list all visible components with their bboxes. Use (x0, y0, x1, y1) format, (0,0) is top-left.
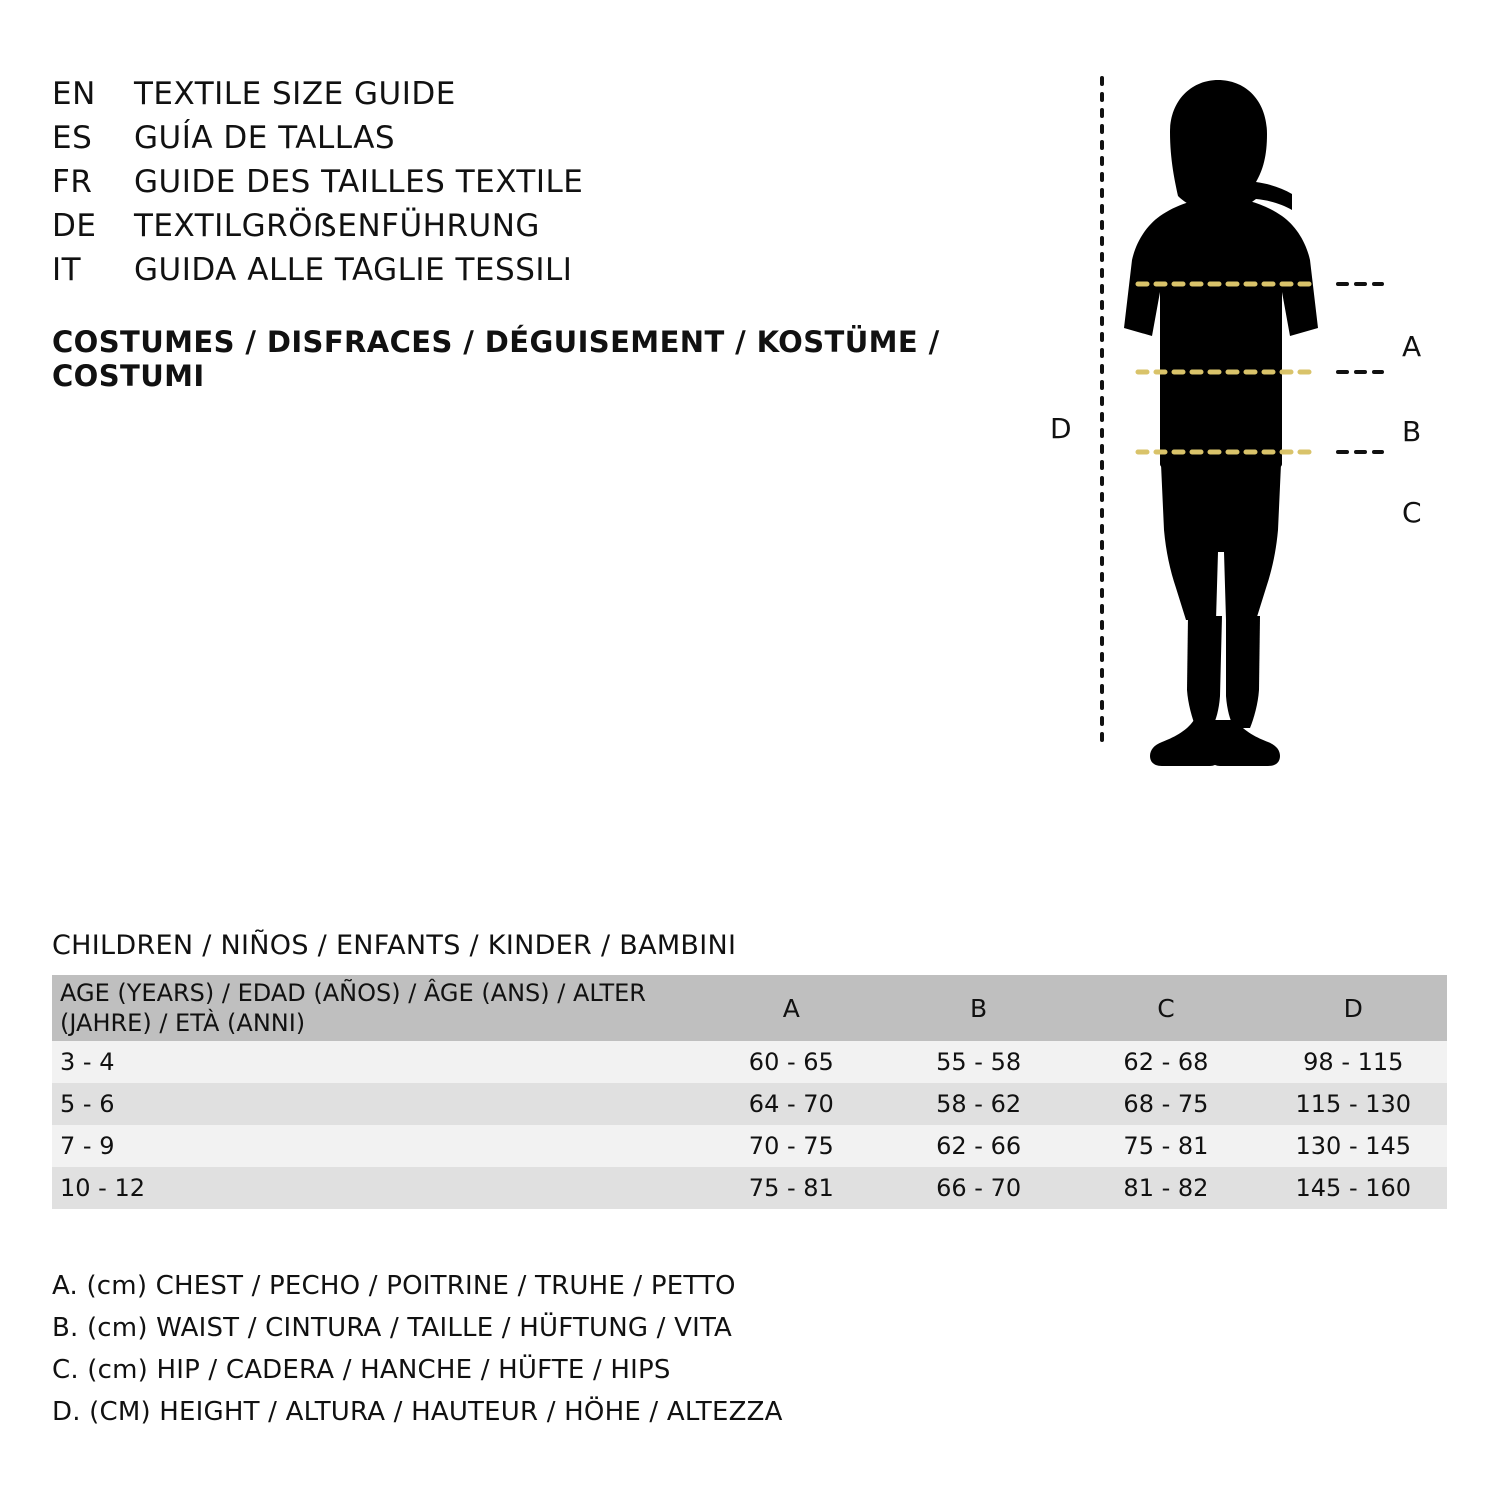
language-row-fr (52, 160, 1052, 204)
cell-hip: 62 - 68 (1072, 1041, 1259, 1083)
marker-label-a: A (1402, 330, 1422, 363)
language-code: IT (52, 252, 82, 288)
table-row (52, 1041, 1447, 1083)
language-title: GUIDE DES TAILLES TEXTILE (134, 164, 584, 200)
legend-item-a: A. (cm) CHEST / PECHO / POITRINE / TRUHE / PETTO (52, 1271, 736, 1301)
language-row-es (52, 116, 1052, 160)
size-table-section (52, 930, 1452, 1209)
cell-age: 10 - 12 (52, 1167, 698, 1209)
cell-age: 3 - 4 (52, 1041, 698, 1083)
body-measurement-diagram (1020, 60, 1480, 780)
cell-waist: 66 - 70 (885, 1167, 1072, 1209)
table-row (52, 1083, 1447, 1125)
cell-age: 7 - 9 (52, 1125, 698, 1167)
legend-item-c: C. (cm) HIP / CADERA / HANCHE / HÜFTE / HIPS (52, 1355, 671, 1385)
marker-label-b: B (1402, 415, 1422, 448)
cell-age: 5 - 6 (52, 1083, 698, 1125)
language-code: FR (52, 164, 93, 200)
language-row-it (52, 248, 1052, 292)
cell-height: 145 - 160 (1260, 1167, 1447, 1209)
table-row (52, 1167, 1447, 1209)
cell-height: 115 - 130 (1260, 1083, 1447, 1125)
cell-hip: 75 - 81 (1072, 1125, 1259, 1167)
cell-chest: 75 - 81 (698, 1167, 885, 1209)
table-header-c: C (1072, 975, 1259, 1041)
language-row-de (52, 204, 1052, 248)
table-header-b: B (885, 975, 1072, 1041)
language-row-en (52, 72, 1052, 116)
size-table (52, 975, 1447, 1209)
table-header-row (52, 975, 1447, 1041)
cell-hip: 68 - 75 (1072, 1083, 1259, 1125)
size-guide-header (52, 72, 1052, 393)
cell-hip: 81 - 82 (1072, 1167, 1259, 1209)
language-code: ES (52, 120, 93, 156)
legend-item-b: B. (cm) WAIST / CINTURA / TAILLE / HÜFTUNG / VITA (52, 1313, 733, 1343)
cell-waist: 58 - 62 (885, 1083, 1072, 1125)
measurement-legend (52, 1265, 1052, 1433)
cell-chest: 64 - 70 (698, 1083, 885, 1125)
table-row (52, 1125, 1447, 1167)
language-title: TEXTILGRÖẞENFÜHRUNG (134, 208, 540, 244)
cell-waist: 55 - 58 (885, 1041, 1072, 1083)
table-title: CHILDREN / NIÑOS / ENFANTS / KINDER / BAMBINI (52, 930, 737, 961)
language-code: DE (52, 208, 97, 244)
cell-chest: 60 - 65 (698, 1041, 885, 1083)
language-title: TEXTILE SIZE GUIDE (134, 76, 456, 112)
cell-height: 98 - 115 (1260, 1041, 1447, 1083)
table-header-age: AGE (YEARS) / EDAD (AÑOS) / ÂGE (ANS) / ALTER (JAHRE) / ETÀ (ANNI) (52, 975, 698, 1041)
language-title: GUÍA DE TALLAS (134, 120, 396, 156)
language-code: EN (52, 76, 96, 112)
table-header-a: A (698, 975, 885, 1041)
costumes-subtitle: COSTUMES / DISFRACES / DÉGUISEMENT / KOSTÜME / COSTUMI (52, 325, 940, 393)
marker-label-d: D (1050, 412, 1072, 445)
legend-item-d: D. (CM) HEIGHT / ALTURA / HAUTEUR / HÖHE / ALTEZZA (52, 1397, 783, 1427)
cell-chest: 70 - 75 (698, 1125, 885, 1167)
marker-label-c: C (1402, 496, 1422, 529)
cell-waist: 62 - 66 (885, 1125, 1072, 1167)
language-title: GUIDA ALLE TAGLIE TESSILI (134, 252, 573, 288)
table-header-d: D (1260, 975, 1447, 1041)
cell-height: 130 - 145 (1260, 1125, 1447, 1167)
